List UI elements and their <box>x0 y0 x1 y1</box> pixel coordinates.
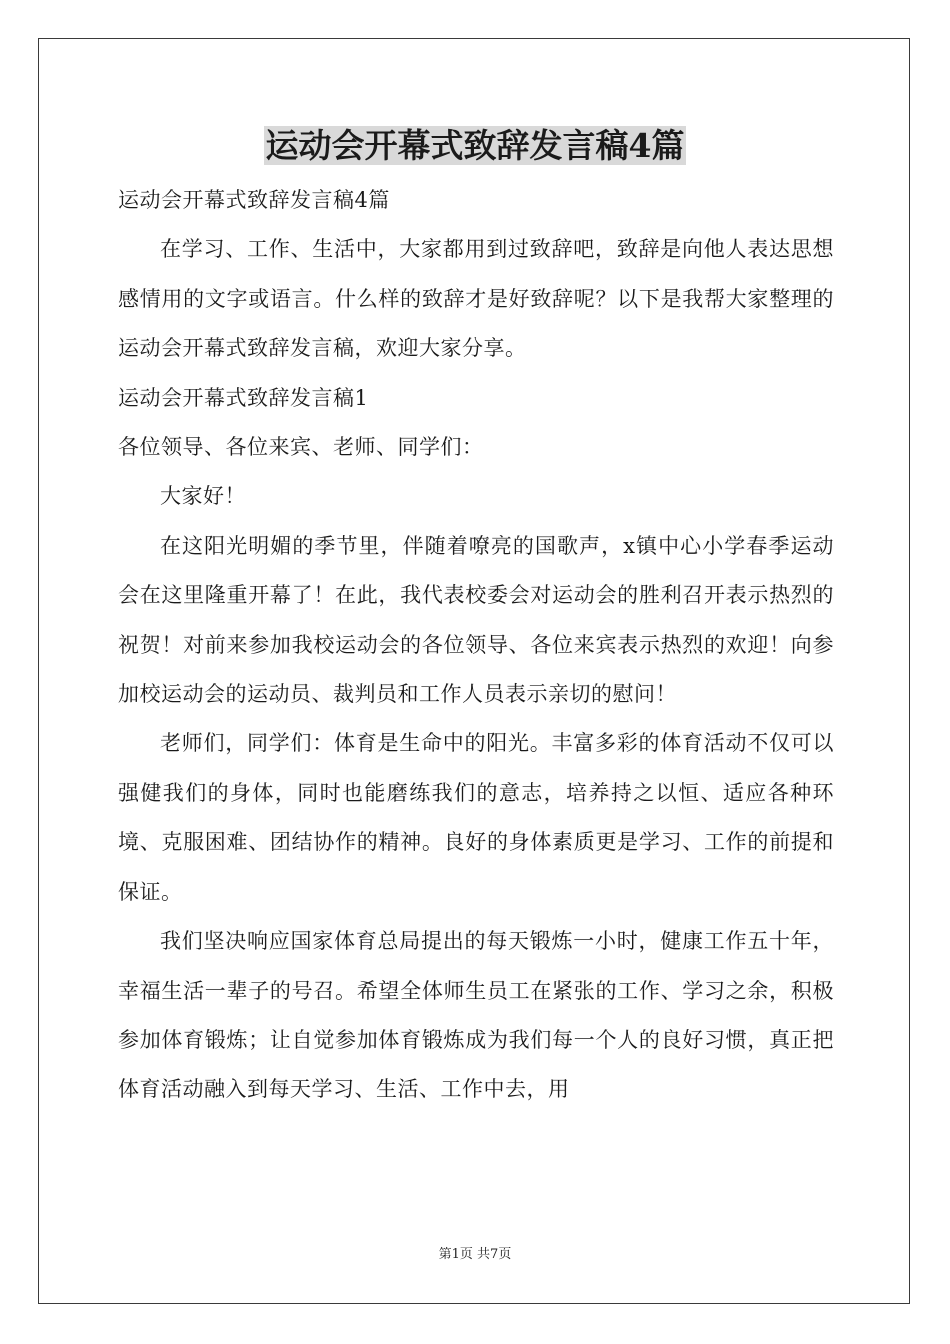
document-title-text: 运动会开幕式致辞发言稿4篇 <box>265 126 685 165</box>
body-paragraph: 各位领导、各位来宾、老师、同学们： <box>118 435 484 460</box>
body-paragraph: 运动会开幕式致辞发言稿1 <box>118 385 369 410</box>
body-paragraph: 大家好！ <box>160 484 246 509</box>
page-footer: 第1页 共7页 <box>438 1247 512 1262</box>
body-paragraph: 运动会开幕式致辞发言稿4篇 <box>118 188 390 212</box>
document-body <box>118 176 834 1115</box>
body-paragraph: 老师们，同学们：体育是生命中的阳光。丰富多彩的体育活动不仅可以强健我们的身体，同时也能磨练我们的意志，培养持之以恒、适应各种环境、克服困难、团结协作的精神。良好的身体素质更是学习、工作的前提和保证。 <box>118 731 834 904</box>
body-paragraph: 在这阳光明媚的季节里，伴随着嘹亮的国歌声，x镇中心小学春季运动会在这里隆重开幕了！在此，我代表校委会对运动会的胜利召开表示热烈的祝贺！对前来参加我校运动会的各位领导、各位来宾表示热烈的欢迎！向参加校运动会的运动员、裁判员和工作人员表示亲切的慰问！ <box>118 533 834 707</box>
body-paragraph: 在学习、工作、生活中，大家都用到过致辞吧，致辞是向他人表达思想感情用的文字或语言。什么样的致辞才是好致辞呢？以下是我帮大家整理的运动会开幕式致辞发言稿，欢迎大家分享。 <box>118 237 834 361</box>
body-paragraph: 我们坚决响应国家体育总局提出的每天锻炼一小时，健康工作五十年，幸福生活一辈子的号召。希望全体师生员工在紧张的工作、学习之余，积极参加体育锻炼；让自觉参加体育锻炼成为我们每一个人的良好习惯，真正把体育活动融入到每天学习、生活、工作中去，用 <box>118 929 834 1102</box>
document-title <box>0 124 950 168</box>
